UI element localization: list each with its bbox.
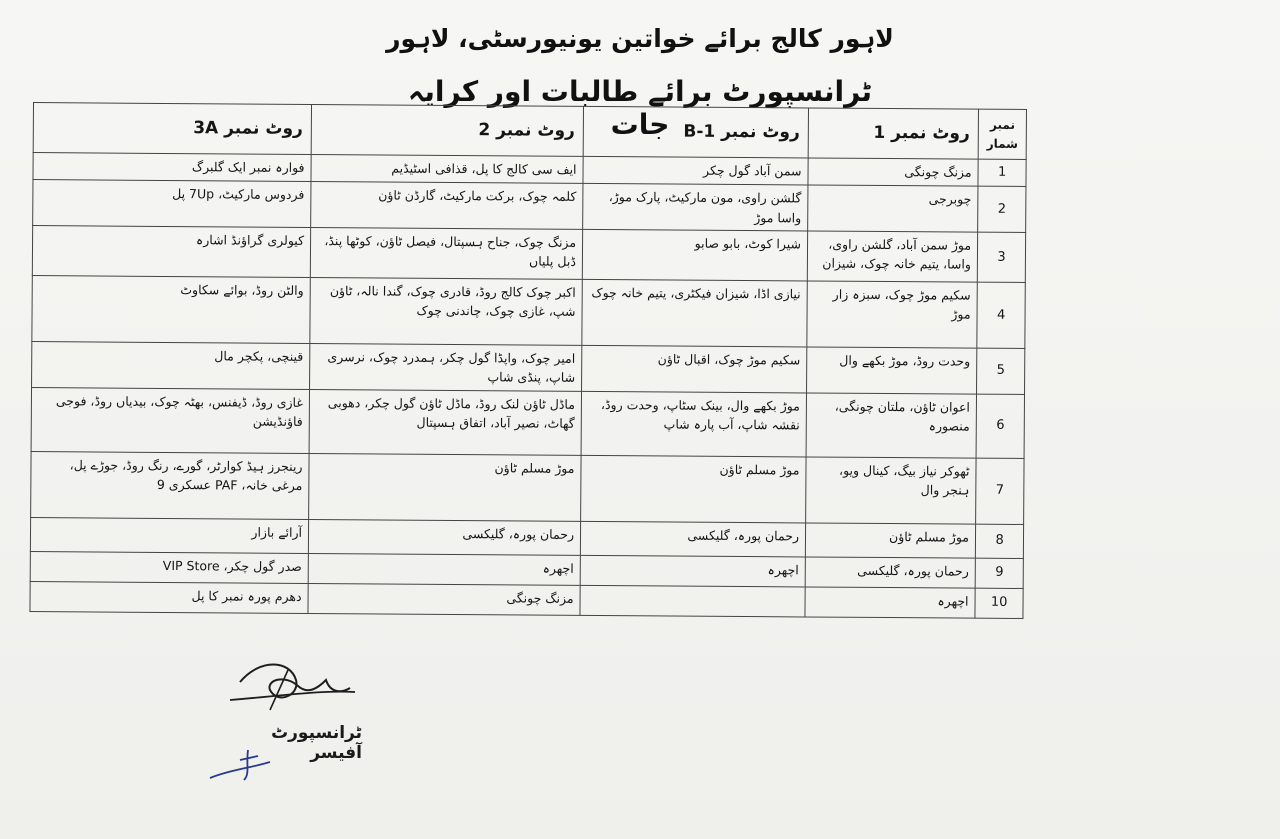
serial-number-cell: 9	[975, 558, 1023, 588]
serial-number-cell: 5	[977, 348, 1026, 394]
route-3a-cell: رینجرز ہیڈ کوارٹر، گورے، رنگ روڈ، جوڑے پل، مرغی خانہ، PAF عسکری 9	[31, 451, 309, 519]
transport-officer-label: ٹرانسپورٹ آفیسر	[271, 723, 362, 763]
route-3a-cell: غازی روڈ، ڈیفنس، بھٹہ چوک، بیدیاں روڈ، فوجی فاؤنڈیشن	[31, 387, 309, 453]
serial-number-cell: 10	[975, 588, 1023, 618]
table-row	[30, 581, 1023, 618]
route-1b-cell: شیرا کوٹ، بابو صابو	[582, 229, 807, 281]
route-1-cell: اچھرہ	[805, 587, 975, 618]
route-2-cell: رحمان پورہ، گلیکسی	[308, 519, 580, 555]
route-3a-cell: فردوس مارکیٹ، 7Up پل	[33, 180, 311, 228]
route-3a-cell: فوارہ نمبر ایک گلبرگ	[33, 153, 311, 182]
signature-mark	[200, 650, 380, 790]
route-3a-cell: صدر گول چکر، VIP Store	[30, 551, 308, 583]
serial-number-cell: 6	[976, 394, 1025, 458]
route-2-cell: مزنگ چونگی	[308, 583, 580, 615]
document-title: لاہور کالج برائے خواتین یونیورسٹی، لاہور	[386, 24, 894, 53]
route-1-cell: رحمان پورہ، گلیکسی	[805, 557, 975, 588]
serial-number-header: نمبر شمار	[978, 109, 1027, 160]
route-1b-cell: نیازی اڈا، شیزان فیکٹری، یتیم خانہ چوک	[582, 279, 807, 347]
route-3a-cell: والٹن روڈ، بوائے سکاوٹ	[32, 276, 310, 344]
serial-number-cell: 2	[978, 186, 1027, 232]
route-3a-cell: کیولری گراؤنڈ اشارہ	[32, 226, 310, 278]
route-1-cell: مزنگ چونگی	[808, 158, 978, 186]
route-1-cell: اعوان ٹاؤن، ملتان چونگی، منصورہ	[806, 393, 976, 458]
route-1-cell: وحدت روڈ، موڑ بکھے وال	[807, 347, 977, 394]
route-2-cell: ایف سی کالج کا پل، قذافی اسٹیڈیم	[311, 155, 583, 184]
route-3a-cell: آرائے بازار	[30, 517, 308, 553]
routes-table	[29, 102, 1027, 619]
table-row	[31, 387, 1025, 458]
route-2-cell: اکبر چوک کالج روڈ، قادری چوک، گندا نالہ، ٹاؤن شپ، غازی چوک، چاندنی چوک	[310, 278, 582, 346]
route-2-cell: کلمہ چوک، برکت مارکیٹ، گارڈن ٹاؤن	[311, 182, 583, 230]
table-row	[32, 342, 1026, 395]
route-2-cell: ماڈل ٹاؤن لنک روڈ، ماڈل ٹاؤن گول چکر، دھوبی گھاٹ، نصیر آباد، اتفاق ہسپتال	[309, 389, 581, 455]
route-1b-cell: رحمان پورہ، گلیکسی	[580, 521, 805, 557]
serial-number-cell: 7	[976, 458, 1025, 524]
route-1b-cell: سکیم موڑ چوک، اقبال ٹاؤن	[582, 345, 807, 392]
route-1b-cell: اچھرہ	[580, 555, 805, 587]
route-1-header: روٹ نمبر 1	[808, 108, 978, 159]
route-3a-cell: دھرم پورہ نمبر کا پل	[30, 581, 308, 613]
table-header-row	[33, 103, 1027, 160]
route-1b-cell	[580, 585, 805, 617]
route-1-cell: چوبرجی	[808, 185, 978, 232]
route-1-cell: موڑ مسلم ٹاؤن	[805, 523, 975, 558]
route-3a-header: روٹ نمبر 3A	[33, 103, 311, 155]
route-1b-header: روٹ نمبر B-1	[583, 106, 808, 158]
route-1b-cell: موڑ بکھے وال، بینک سٹاپ، وحدت روڈ، نقشہ شاپ، آب پارہ شاپ	[581, 391, 806, 457]
table-row	[32, 276, 1026, 349]
serial-number-cell: 4	[977, 282, 1026, 348]
table-row	[33, 180, 1027, 233]
serial-number-cell: 3	[977, 232, 1026, 282]
route-2-cell: موڑ مسلم ٹاؤن	[309, 453, 581, 521]
route-2-header: روٹ نمبر 2	[311, 105, 583, 157]
route-1b-cell: موڑ مسلم ٹاؤن	[581, 455, 806, 523]
route-1-cell: سکیم موڑ چوک، سبزہ زار موڑ	[807, 281, 977, 348]
route-1b-cell: گلشن راوی، مون مارکیٹ، پارک موڑ، واسا موڑ	[583, 184, 808, 231]
route-1-cell: موڑ سمن آباد، گلشن راوی، واسا، یتیم خانہ چوک، شیزان	[807, 231, 977, 282]
route-1b-cell: سمن آباد گول چکر	[583, 157, 808, 186]
routes-table-body	[30, 103, 1027, 619]
route-2-cell: مزنگ چوک، جناح ہسپتال، فیصل ٹاؤن، کوٹھا پنڈ، ڈبل پلیاں	[310, 228, 582, 280]
route-1-cell: ٹھوکر نیاز بیگ، کینال ویو، ہنجر وال	[806, 457, 976, 524]
serial-number-cell: 1	[978, 159, 1026, 186]
document-subtitle: ٹرانسپورٹ برائے طالبات اور کرایہ جات	[407, 75, 873, 141]
route-2-cell: امیر چوک، واپڈا گول چکر، ہمدرد چوک، نرسری شاپ، پنڈی شاپ	[310, 344, 582, 392]
route-3a-cell: قینچی، پکچر مال	[32, 342, 310, 390]
table-row	[32, 226, 1026, 283]
route-2-cell: اچھرہ	[308, 553, 580, 585]
table-row	[31, 451, 1025, 524]
serial-number-cell: 8	[975, 524, 1024, 558]
